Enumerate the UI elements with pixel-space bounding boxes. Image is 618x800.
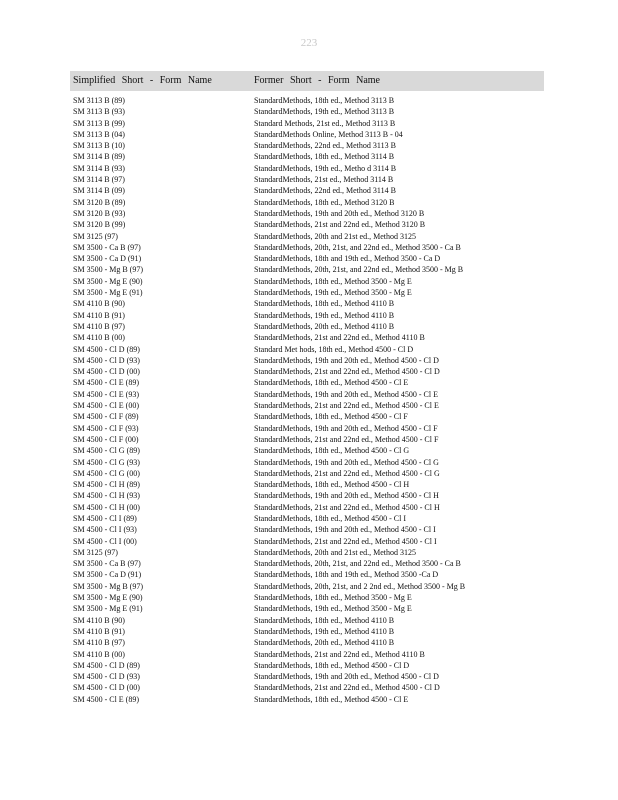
table-row: [0, 242, 618, 253]
former-name-cell: StandardMethods, 20th, 21st, and 22nd ed., Method 3500 - Mg B: [254, 265, 464, 275]
simplified-name-cell: SM 4500 - Cl G (93): [73, 457, 140, 467]
table-row: [0, 377, 618, 388]
simplified-name-cell: SM 4500 - Cl H (00): [73, 502, 140, 512]
table-row: [0, 569, 618, 580]
former-name-cell: StandardMethods, 18th ed., Method 3114 B: [254, 152, 395, 162]
simplified-name-cell: SM 3125 (97): [73, 547, 118, 557]
simplified-name-cell: SM 4500 - Cl H (89): [73, 480, 140, 490]
table-row: [0, 513, 618, 524]
former-name-cell: StandardMethods Online, Method 3113 B - 04: [254, 129, 403, 139]
former-name-cell: StandardMethods, 19th and 20th ed., Method 4500 - Cl I: [254, 525, 436, 535]
table-row: [0, 197, 618, 208]
table-row: [0, 129, 618, 140]
former-name-cell: StandardMethods, 19th and 20th ed., Method 4500 - Cl D: [254, 672, 439, 682]
table-row: [0, 581, 618, 592]
header-simplified-name: Simplified Short - Form Name: [73, 75, 212, 86]
table-row: [0, 502, 618, 513]
former-name-cell: StandardMethods, 19th and 20th ed., Method 4500 - Cl H: [254, 491, 439, 501]
simplified-name-cell: SM 3113 B (99): [73, 118, 125, 128]
simplified-name-cell: SM 3500 - Mg E (90): [73, 276, 143, 286]
simplified-name-cell: SM 4500 - Cl I (00): [73, 536, 137, 546]
table-row: [0, 479, 618, 490]
table-row: [0, 547, 618, 558]
former-name-cell: StandardMethods, 18th ed., Method 4500 - Cl E: [254, 694, 409, 704]
header-former-name: Former Short - Form Name: [254, 75, 380, 86]
simplified-name-cell: SM 4500 - Cl G (00): [73, 468, 140, 478]
former-name-cell: StandardMethods, 20th ed., Method 4110 B: [254, 321, 395, 331]
table-row: [0, 524, 618, 535]
simplified-name-cell: SM 3114 B (97): [73, 175, 125, 185]
former-name-cell: StandardMethods, 20th, 21st, and 2 2nd ed., Method 3500 - Mg B: [254, 581, 466, 591]
simplified-name-cell: SM 4500 - Cl F (00): [73, 434, 139, 444]
simplified-name-cell: SM 4110 B (00): [73, 649, 125, 659]
table-row: [0, 366, 618, 377]
table-row: [0, 558, 618, 569]
table-row: [0, 423, 618, 434]
former-name-cell: Standard Methods, 21st ed., Method 3113 B: [254, 118, 396, 128]
table-row: [0, 287, 618, 298]
table-row: [0, 389, 618, 400]
former-name-cell: StandardMethods, 21st and 22nd ed., Method 4500 - Cl G: [254, 468, 440, 478]
simplified-name-cell: SM 3500 - Ca B (97): [73, 559, 141, 569]
former-name-cell: StandardMethods, 21st and 22nd ed., Method 4500 - Cl H: [254, 502, 440, 512]
method-name-table: [0, 95, 618, 705]
table-row: [0, 264, 618, 275]
simplified-name-cell: SM 4500 - Cl F (93): [73, 423, 139, 433]
former-name-cell: StandardMethods, 19th ed., Method 3500 - Mg E: [254, 604, 412, 614]
table-row: [0, 592, 618, 603]
former-name-cell: StandardMethods, 18th ed., Method 4500 - Cl F: [254, 412, 408, 422]
former-name-cell: StandardMethods, 21st and 22nd ed., Method 4500 - Cl E: [254, 401, 439, 411]
table-row: [0, 682, 618, 693]
table-row: [0, 468, 618, 479]
simplified-name-cell: SM 4110 B (00): [73, 333, 125, 343]
simplified-name-cell: SM 4500 - Cl D (93): [73, 355, 140, 365]
former-name-cell: StandardMethods, 18th ed., Method 3500 - Mg E: [254, 276, 412, 286]
table-row: [0, 253, 618, 264]
simplified-name-cell: SM 3500 - Ca D (91): [73, 570, 142, 580]
table-row: [0, 118, 618, 129]
table-row: [0, 151, 618, 162]
former-name-cell: StandardMethods, 20th and 21st ed., Method 3125: [254, 547, 416, 557]
former-name-cell: StandardMethods, 18th ed., Method 4110 B: [254, 615, 395, 625]
former-name-cell: StandardMethods, 20th, 21st, and 22nd ed., Method 3500 - Ca B: [254, 242, 461, 252]
former-name-cell: StandardMethods, 21st and 22nd ed., Method 3120 B: [254, 220, 426, 230]
simplified-name-cell: SM 4500 - Cl G (89): [73, 446, 140, 456]
simplified-name-cell: SM 3500 - Mg E (91): [73, 604, 143, 614]
table-row: [0, 219, 618, 230]
simplified-name-cell: SM 3500 - Mg E (90): [73, 593, 143, 603]
table-row: [0, 457, 618, 468]
simplified-name-cell: SM 4500 - Cl E (89): [73, 378, 139, 388]
former-name-cell: StandardMethods, 20th, 21st, and 22nd ed., Method 3500 - Ca B: [254, 559, 461, 569]
former-name-cell: StandardMethods, 20th and 21st ed., Method 3125: [254, 231, 416, 241]
simplified-name-cell: SM 3500 - Ca B (97): [73, 242, 141, 252]
simplified-name-cell: SM 3125 (97): [73, 231, 118, 241]
simplified-name-cell: SM 4500 - Cl D (89): [73, 344, 140, 354]
table-row: [0, 400, 618, 411]
table-row: [0, 649, 618, 660]
simplified-name-cell: SM 4500 - Cl H (93): [73, 491, 140, 501]
simplified-name-cell: SM 4500 - Cl D (93): [73, 672, 140, 682]
table-header: [70, 71, 544, 91]
page-number: 223: [300, 37, 318, 49]
simplified-name-cell: SM 4500 - Cl I (93): [73, 525, 137, 535]
simplified-name-cell: SM 4110 B (97): [73, 321, 125, 331]
table-row: [0, 344, 618, 355]
simplified-name-cell: SM 4500 - Cl E (89): [73, 694, 139, 704]
simplified-name-cell: SM 3113 B (89): [73, 96, 125, 105]
simplified-name-cell: SM 3113 B (10): [73, 141, 125, 151]
table-row: [0, 298, 618, 309]
simplified-name-cell: SM 4500 - Cl E (93): [73, 389, 139, 399]
simplified-name-cell: SM 4500 - Cl F (89): [73, 412, 139, 422]
table-row: [0, 95, 618, 106]
table-row: [0, 490, 618, 501]
former-name-cell: StandardMethods, 18th ed., Method 3500 - Mg E: [254, 593, 412, 603]
former-name-cell: StandardMethods, 21st and 22nd ed., Method 4500 - Cl D: [254, 367, 440, 377]
table-row: [0, 660, 618, 671]
simplified-name-cell: SM 4110 B (90): [73, 615, 125, 625]
table-row: [0, 231, 618, 242]
former-name-cell: StandardMethods, 19th and 20th ed., Method 4500 - Cl D: [254, 355, 439, 365]
former-name-cell: StandardMethods, 21st and 22nd ed., Method 4110 B: [254, 333, 425, 343]
table-row: [0, 671, 618, 682]
former-name-cell: StandardMethods, 19th and 20th ed., Method 3120 B: [254, 208, 425, 218]
former-name-cell: StandardMethods, 19th ed., Method 3113 B: [254, 107, 395, 117]
former-name-cell: StandardMethods, 19th and 20th ed., Method 4500 - Cl E: [254, 389, 438, 399]
table-row: [0, 163, 618, 174]
former-name-cell: StandardMethods, 19th and 20th ed., Method 4500 - Cl F: [254, 423, 438, 433]
former-name-cell: StandardMethods, 20th ed., Method 4110 B: [254, 638, 395, 648]
former-name-cell: StandardMethods, 18th and 19th ed., Method 3500 -Ca D: [254, 570, 439, 580]
former-name-cell: StandardMethods, 18th ed., Method 3120 B: [254, 197, 395, 207]
former-name-cell: StandardMethods, 22nd ed., Method 3113 B: [254, 141, 396, 151]
table-row: [0, 615, 618, 626]
former-name-cell: StandardMethods, 18th ed., Method 4500 - Cl G: [254, 446, 410, 456]
former-name-cell: StandardMethods, 18th ed., Method 4500 - Cl E: [254, 378, 409, 388]
simplified-name-cell: SM 3113 B (93): [73, 107, 125, 117]
former-name-cell: Standard Met hods, 18th ed., Method 4500 - Cl D: [254, 344, 414, 354]
table-row: [0, 355, 618, 366]
table-row: [0, 536, 618, 547]
former-name-cell: StandardMethods, 21st and 22nd ed., Method 4500 - Cl F: [254, 434, 439, 444]
former-name-cell: StandardMethods, 18th ed., Method 4500 - Cl I: [254, 513, 406, 523]
former-name-cell: StandardMethods, 21st ed., Method 3114 B: [254, 175, 394, 185]
simplified-name-cell: SM 4110 B (91): [73, 626, 125, 636]
simplified-name-cell: SM 3500 - Mg B (97): [73, 581, 144, 591]
former-name-cell: StandardMethods, 19th ed., Metho d 3114 B: [254, 163, 397, 173]
former-name-cell: StandardMethods, 19th ed., Method 4110 B: [254, 310, 395, 320]
simplified-name-cell: SM 3500 - Mg E (91): [73, 288, 143, 298]
former-name-cell: StandardMethods, 19th and 20th ed., Method 4500 - Cl G: [254, 457, 439, 467]
table-row: [0, 626, 618, 637]
simplified-name-cell: SM 3114 B (93): [73, 163, 125, 173]
table-row: [0, 445, 618, 456]
former-name-cell: StandardMethods, 22nd ed., Method 3114 B: [254, 186, 396, 196]
table-row: [0, 140, 618, 151]
table-row: [0, 694, 618, 705]
simplified-name-cell: SM 3120 B (93): [73, 208, 126, 218]
former-name-cell: StandardMethods, 18th ed., Method 4110 B: [254, 299, 395, 309]
simplified-name-cell: SM 3500 - Ca D (91): [73, 254, 142, 264]
simplified-name-cell: SM 3113 B (04): [73, 129, 125, 139]
simplified-name-cell: SM 4110 B (90): [73, 299, 125, 309]
simplified-name-cell: SM 3500 - Mg B (97): [73, 265, 144, 275]
table-row: [0, 332, 618, 343]
simplified-name-cell: SM 4500 - Cl I (89): [73, 513, 137, 523]
simplified-name-cell: SM 3114 B (89): [73, 152, 125, 162]
table-row: [0, 208, 618, 219]
former-name-cell: StandardMethods, 18th ed., Method 3113 B: [254, 96, 395, 105]
simplified-name-cell: SM 4500 - Cl E (00): [73, 401, 139, 411]
table-row: [0, 411, 618, 422]
simplified-name-cell: SM 4110 B (91): [73, 310, 125, 320]
table-row: [0, 174, 618, 185]
table-row: [0, 637, 618, 648]
simplified-name-cell: SM 4500 - Cl D (00): [73, 367, 140, 377]
simplified-name-cell: SM 4110 B (97): [73, 638, 125, 648]
former-name-cell: StandardMethods, 18th and 19th ed., Method 3500 - Ca D: [254, 254, 441, 264]
former-name-cell: StandardMethods, 21st and 22nd ed., Method 4110 B: [254, 649, 425, 659]
former-name-cell: StandardMethods, 21st and 22nd ed., Method 4500 - Cl I: [254, 536, 437, 546]
table-row: [0, 321, 618, 332]
table-row: [0, 106, 618, 117]
former-name-cell: StandardMethods, 21st and 22nd ed., Method 4500 - Cl D: [254, 683, 440, 693]
simplified-name-cell: SM 3120 B (99): [73, 220, 126, 230]
simplified-name-cell: SM 4500 - Cl D (00): [73, 683, 140, 693]
table-row: [0, 310, 618, 321]
simplified-name-cell: SM 3114 B (09): [73, 186, 125, 196]
simplified-name-cell: SM 4500 - Cl D (89): [73, 660, 140, 670]
former-name-cell: StandardMethods, 18th ed., Method 4500 - Cl H: [254, 480, 410, 490]
former-name-cell: StandardMethods, 18th ed., Method 4500 - Cl D: [254, 660, 410, 670]
table-row: [0, 603, 618, 614]
table-row: [0, 276, 618, 287]
simplified-name-cell: SM 3120 B (89): [73, 197, 126, 207]
former-name-cell: StandardMethods, 19th ed., Method 3500 - Mg E: [254, 288, 412, 298]
former-name-cell: StandardMethods, 19th ed., Method 4110 B: [254, 626, 395, 636]
table-row: [0, 434, 618, 445]
table-row: [0, 185, 618, 196]
